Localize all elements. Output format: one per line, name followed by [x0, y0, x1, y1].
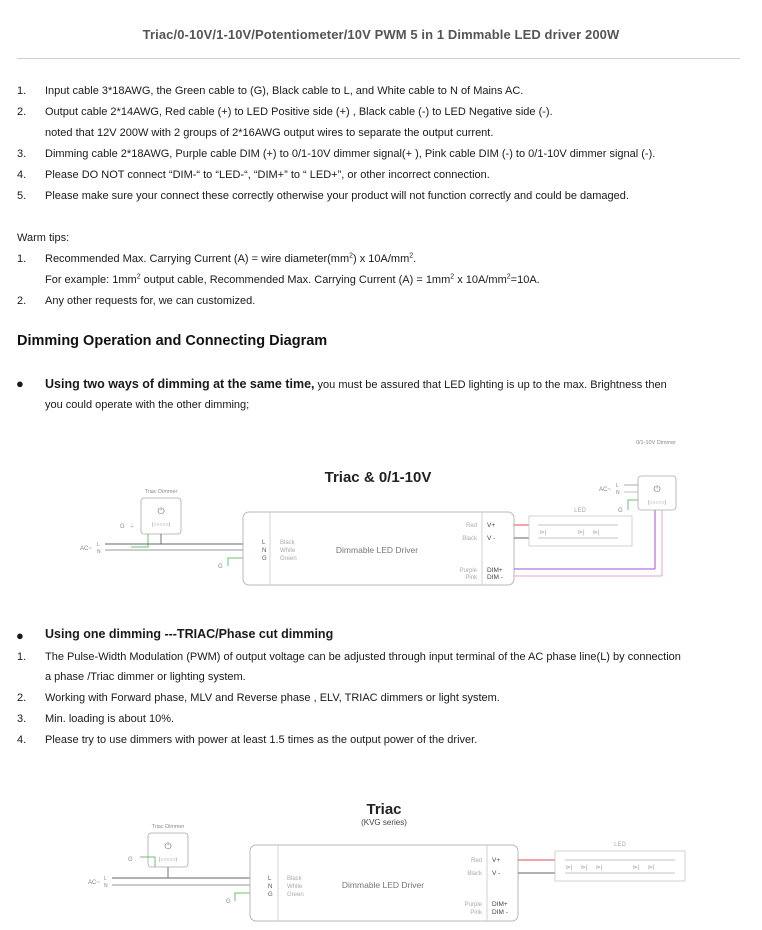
one-way-1-number: 1. [17, 651, 27, 663]
diagram2-subtitle: (KVG series) [361, 818, 407, 827]
diagram2-term-dimminus: DIM - [492, 909, 508, 916]
diagram1-010v-power-icon: ⏻ [653, 484, 661, 494]
diagram2-led-strip [555, 851, 685, 881]
one-way-4-text: Please try to use dimmers with power at least 1.5 times as the output power of the driver. [45, 734, 478, 746]
instruction-5-text: Please make sure your connect these correctly otherwise your product will not function correctly and could be damaged. [45, 190, 629, 202]
diagram2-led-diode-icon: ⊳| [581, 865, 588, 871]
instruction-4-text: Please DO NOT connect “DIM-“ to “LED-“, “DIM+” to “ LED+”, or other incorrect connection. [45, 169, 490, 181]
diagram1-ac-N: N [97, 549, 101, 555]
diagram2-triac-ground: G [128, 857, 133, 863]
diagram1-triac-ground: G [120, 524, 125, 530]
diagram2-triac-power-icon: ⏻ [164, 841, 172, 851]
diagram-triac-kvg [0, 790, 762, 930]
diagram1-010v-dimmer-label: 0/1-10V Dimmer [635, 440, 677, 446]
svg-text:⏚: ⏚ [129, 524, 136, 530]
diagram2-driver-ground: G [226, 899, 231, 905]
instruction-2-text: Output cable 2*14AWG, Red cable (+) to LED Positive side (+) , Black cable (-) to LED Negative side (-). [45, 106, 553, 118]
diagram2-led-diode-icon: ⊳| [648, 865, 655, 871]
one-way-1-text: The Pulse-Width Modulation (PWM) of output voltage can be adjusted through input terminal of the AC phase line(L) by connection [45, 651, 681, 663]
diagram1-ac-label: AC~ [80, 546, 92, 552]
diagram1-term-L: L [262, 540, 266, 546]
diagram2-led-diode-icon: ⊳| [633, 865, 640, 871]
diagram1-triac-dimmer [141, 498, 181, 534]
one-way-4-number: 4. [17, 734, 27, 746]
diagram1-term-dimplus: DIM+ [487, 567, 503, 574]
diagram2-led-diode-icon: ⊳| [596, 865, 603, 871]
diagram1-term-vminus: V - [487, 535, 496, 542]
diagram1-010v-N: N [616, 490, 620, 496]
one-dimming-heading: Using one dimming ---TRIAC/Phase cut dimming [45, 627, 334, 641]
diagram-triac-010v [0, 430, 762, 590]
diagram2-wire-green: Green [287, 892, 304, 898]
diagram2-title: Triac [366, 801, 402, 818]
diagram1-driver-ground: G [218, 564, 223, 570]
diagram1-led-diode-icon: ⊳| [593, 530, 600, 536]
one-way-1-text-cont: a phase /Triac dimmer or lighting system. [45, 671, 246, 683]
one-way-2-text: Working with Forward phase, MLV and Reverse phase , ELV, TRIAC dimmers or light system. [45, 692, 500, 704]
diagram1-term-G: G [262, 556, 267, 562]
diagram1-led-label: LED [574, 508, 586, 514]
diagram1-wire-green: Green [280, 556, 297, 562]
diagram1-driver-label: Dimmable LED Driver [335, 545, 419, 555]
diagram2-ac-L: L [104, 876, 107, 882]
instruction-4-number: 4. [17, 169, 27, 181]
bullet-icon: ● [16, 628, 24, 643]
one-way-3-number: 3. [17, 713, 27, 725]
diagram2-led-label: LED [614, 842, 626, 848]
instruction-3-text: Dimming cable 2*18AWG, Purple cable DIM (+) to 0/1-10V dimmer signal(+ ), Pink cable DIM (-) to 0/1-10V dimmer signal (-). [45, 148, 656, 160]
diagram2-triac-dimmer-label: Triac Dimmer [151, 824, 185, 830]
one-way-2-number: 2. [17, 692, 27, 704]
diagram1-triac-dimmer-label: Triac Dimmer [144, 489, 178, 495]
tip-1-text: Recommended Max. Carrying Current (A) = wire $diameter(mm^2)$ x $10A/mm^2$. [45, 252, 417, 265]
diagram2-driver-label: Dimmable LED Driver [341, 880, 425, 890]
diagram2-term-vminus: V - [492, 870, 501, 877]
diagram2-term-dimplus: DIM+ [492, 901, 508, 908]
diagram1-term-dimminus: DIM - [487, 574, 503, 581]
diagram2-wire-black-out: Black [467, 871, 482, 877]
diagram1-010v-ac-label: AC~ [599, 487, 611, 493]
instruction-3-number: 3. [17, 148, 27, 160]
diagram2-term-vplus: V+ [492, 857, 501, 864]
instruction-1-text: Input cable 3*18AWG, the Green cable to (G), Black cable to L, and White cable to N of Mains AC. [45, 85, 524, 97]
diagram2-term-G: G [268, 892, 273, 898]
diagram2-wire-black: Black [287, 876, 302, 882]
diagram1-title: Triac & 0/1-10V [324, 469, 432, 486]
diagram2-triac-knob-icon: (○○○○○) [158, 857, 178, 863]
diagram1-wire-purple: Purple [459, 568, 477, 574]
diagram2-ac-label: AC~ [88, 880, 100, 886]
diagram2-wire-white: White [287, 884, 303, 890]
diagram1-term-N: N [262, 548, 267, 554]
tip-1-number: 1. [17, 253, 27, 265]
diagram2-wire-red: Red [470, 858, 482, 864]
diagram1-term-vplus: V+ [487, 522, 496, 529]
diagram1-ac-L: L [97, 542, 100, 548]
diagram2-wire-pink: Pink [470, 910, 482, 916]
bullet-icon: ● [16, 376, 24, 391]
diagram1-triac-knob-icon: (○○○○○) [151, 522, 171, 528]
diagram1-010v-L: L [616, 483, 619, 489]
two-ways-paragraph: Using two ways of dimming at the same time, you must be assured that LED lighting is up to the max. Brightness then you could operate with the other dimming; [45, 377, 667, 411]
tip-1-example: For example: $1mm^2$ output cable, Recommended Max. Carrying Current $(A) = 1mm^2$ x $10A/mm^2=10A$. [45, 273, 540, 286]
diagram1-wire-red: Red [465, 523, 477, 529]
tip-2-number: 2. [17, 295, 27, 307]
diagram1-wire-black: Black [280, 540, 295, 546]
diagram1-010v-knob-icon: (○○○○○) [647, 500, 667, 506]
diagram2-term-L: L [268, 876, 272, 882]
instruction-5-number: 5. [17, 190, 27, 202]
title-divider [17, 58, 740, 59]
instruction-2-number: 2. [17, 106, 27, 118]
diagram1-led-diode-icon: ⊳| [540, 530, 547, 536]
diagram2-ac-N: N [104, 883, 108, 889]
diagram2-term-N: N [268, 884, 273, 890]
diagram1-wire-pink: Pink [465, 575, 477, 581]
section-heading: Dimming Operation and Connecting Diagram [17, 333, 328, 349]
diagram1-triac-power-icon: ⏻ [157, 506, 165, 516]
instruction-1-number: 1. [17, 85, 27, 97]
diagram1-wire-black-out: Black [462, 536, 477, 542]
diagram2-led-diode-icon: ⊳| [566, 865, 573, 871]
instruction-2-note: noted that 12V 200W with 2 groups of 2*16AWG output wires to separate the output current. [45, 127, 494, 139]
diagram1-010v-ground: G [618, 508, 623, 514]
document-title: Triac/0-10V/1-10V/Potentiometer/10V PWM 5 in 1 Dimmable LED driver 200W [142, 27, 620, 42]
tip-2-text: Any other requests for, we can customized. [45, 295, 256, 307]
one-way-3-text: Min. loading is about 10%. [45, 713, 175, 725]
diagram2-wire-purple: Purple [464, 902, 482, 908]
diagram1-wire-white: White [280, 548, 296, 554]
warm-tips-label: Warm tips: [17, 232, 70, 244]
diagram1-led-diode-icon: ⊳| [578, 530, 585, 536]
